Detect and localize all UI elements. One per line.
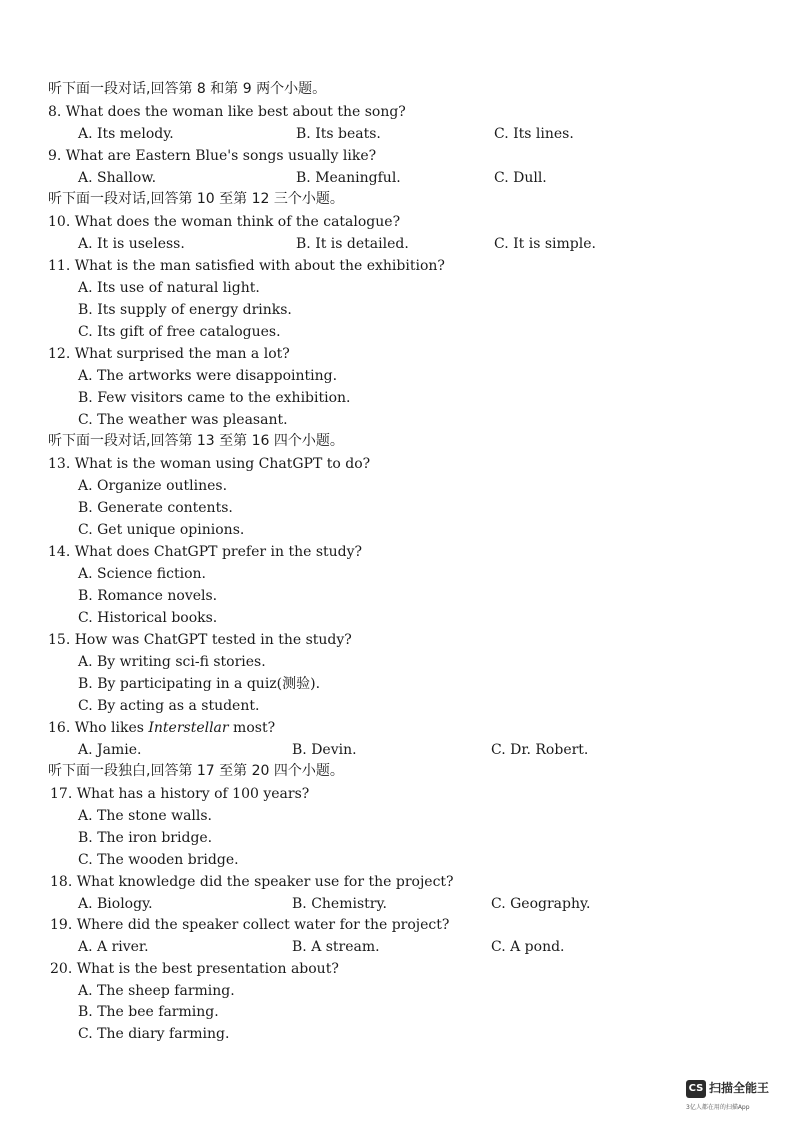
- question-stem: 9. What are Eastern Blue's songs usually like?: [48, 148, 377, 164]
- watermark-name: 扫描全能王: [709, 1081, 770, 1095]
- option-a: A. The stone walls.: [78, 808, 213, 824]
- option-a: A. Its use of natural light.: [78, 280, 260, 296]
- watermark-tagline: 3亿人都在用的扫描App: [686, 1104, 750, 1111]
- option-a: A. By writing sci-fi stories.: [78, 654, 266, 670]
- option-b: B. It is detailed.: [296, 236, 409, 252]
- option-c: C. The diary farming.: [78, 1026, 230, 1042]
- question-stem: 20. What is the best presentation about?: [50, 961, 339, 977]
- option-a: A. Shallow.: [78, 170, 157, 186]
- question-stem: 17. What has a history of 100 years?: [50, 786, 310, 802]
- option-c: C. The wooden bridge.: [78, 852, 239, 868]
- option-b: B. The bee farming.: [78, 1004, 219, 1020]
- option-a: A. The sheep farming.: [78, 983, 235, 999]
- question-stem: 14. What does ChatGPT prefer in the study?: [48, 544, 363, 560]
- section-header: 听下面一段独白,回答第 17 至第 20 四个小题。: [48, 763, 344, 779]
- option-b: B. Devin.: [292, 742, 357, 758]
- option-a: A. A river.: [78, 939, 149, 955]
- question-stem-text: most?: [228, 720, 276, 736]
- option-c: C. A pond.: [491, 939, 565, 955]
- option-c: C. Its gift of free catalogues.: [78, 324, 281, 340]
- option-c: C. Its lines.: [494, 126, 574, 142]
- section-header: 听下面一段对话,回答第 8 和第 9 两个小题。: [48, 81, 327, 97]
- question-stem: 11. What is the man satisfied with about the exhibition?: [48, 258, 445, 274]
- question-stem-text: 16. Who likes: [48, 720, 149, 736]
- option-b: B. The iron bridge.: [78, 830, 213, 846]
- option-a: A. Organize outlines.: [78, 478, 228, 494]
- option-b: B. Generate contents.: [78, 500, 233, 516]
- option-c: C. The weather was pleasant.: [78, 412, 288, 428]
- option-a: A. It is useless.: [78, 236, 185, 252]
- question-stem: 19. Where did the speaker collect water for the project?: [50, 917, 450, 933]
- option-b: B. Chemistry.: [292, 896, 387, 912]
- option-c: C. Get unique opinions.: [78, 522, 245, 538]
- question-stem: 10. What does the woman think of the catalogue?: [48, 214, 401, 230]
- option-a: A. Jamie.: [78, 742, 142, 758]
- section-header: 听下面一段对话,回答第 10 至第 12 三个小题。: [48, 191, 344, 207]
- question-stem: 18. What knowledge did the speaker use for the project?: [50, 874, 454, 890]
- option-b: B. Its supply of energy drinks.: [78, 302, 292, 318]
- option-b: B. Romance novels.: [78, 588, 218, 604]
- camscanner-logo-icon: CS: [686, 1080, 706, 1098]
- option-a: A. The artworks were disappointing.: [78, 368, 338, 384]
- option-b: B. Meaningful.: [296, 170, 401, 186]
- section-header: 听下面一段对话,回答第 13 至第 16 四个小题。: [48, 433, 344, 449]
- scanner-watermark: [686, 1078, 790, 1114]
- question-stem: 13. What is the woman using ChatGPT to do?: [48, 456, 371, 472]
- option-c: C. Dr. Robert.: [491, 742, 589, 758]
- option-a: A. Its melody.: [78, 126, 174, 142]
- question-stem: 8. What does the woman like best about the song?: [48, 104, 406, 120]
- question-stem: 15. How was ChatGPT tested in the study?: [48, 632, 352, 648]
- option-c: C. It is simple.: [494, 236, 596, 252]
- option-c: C. Historical books.: [78, 610, 218, 626]
- question-stem: [48, 719, 275, 737]
- option-b: B. By participating in a quiz(测验).: [78, 676, 321, 692]
- option-c: C. By acting as a student.: [78, 698, 260, 714]
- option-a: A. Biology.: [78, 896, 153, 912]
- option-b: B. Few visitors came to the exhibition.: [78, 390, 351, 406]
- film-title: Interstellar: [148, 720, 229, 736]
- option-b: B. Its beats.: [296, 126, 381, 142]
- question-stem: 12. What surprised the man a lot?: [48, 346, 290, 362]
- option-c: C. Geography.: [491, 896, 591, 912]
- option-a: A. Science fiction.: [78, 566, 206, 582]
- option-b: B. A stream.: [292, 939, 380, 955]
- option-c: C. Dull.: [494, 170, 547, 186]
